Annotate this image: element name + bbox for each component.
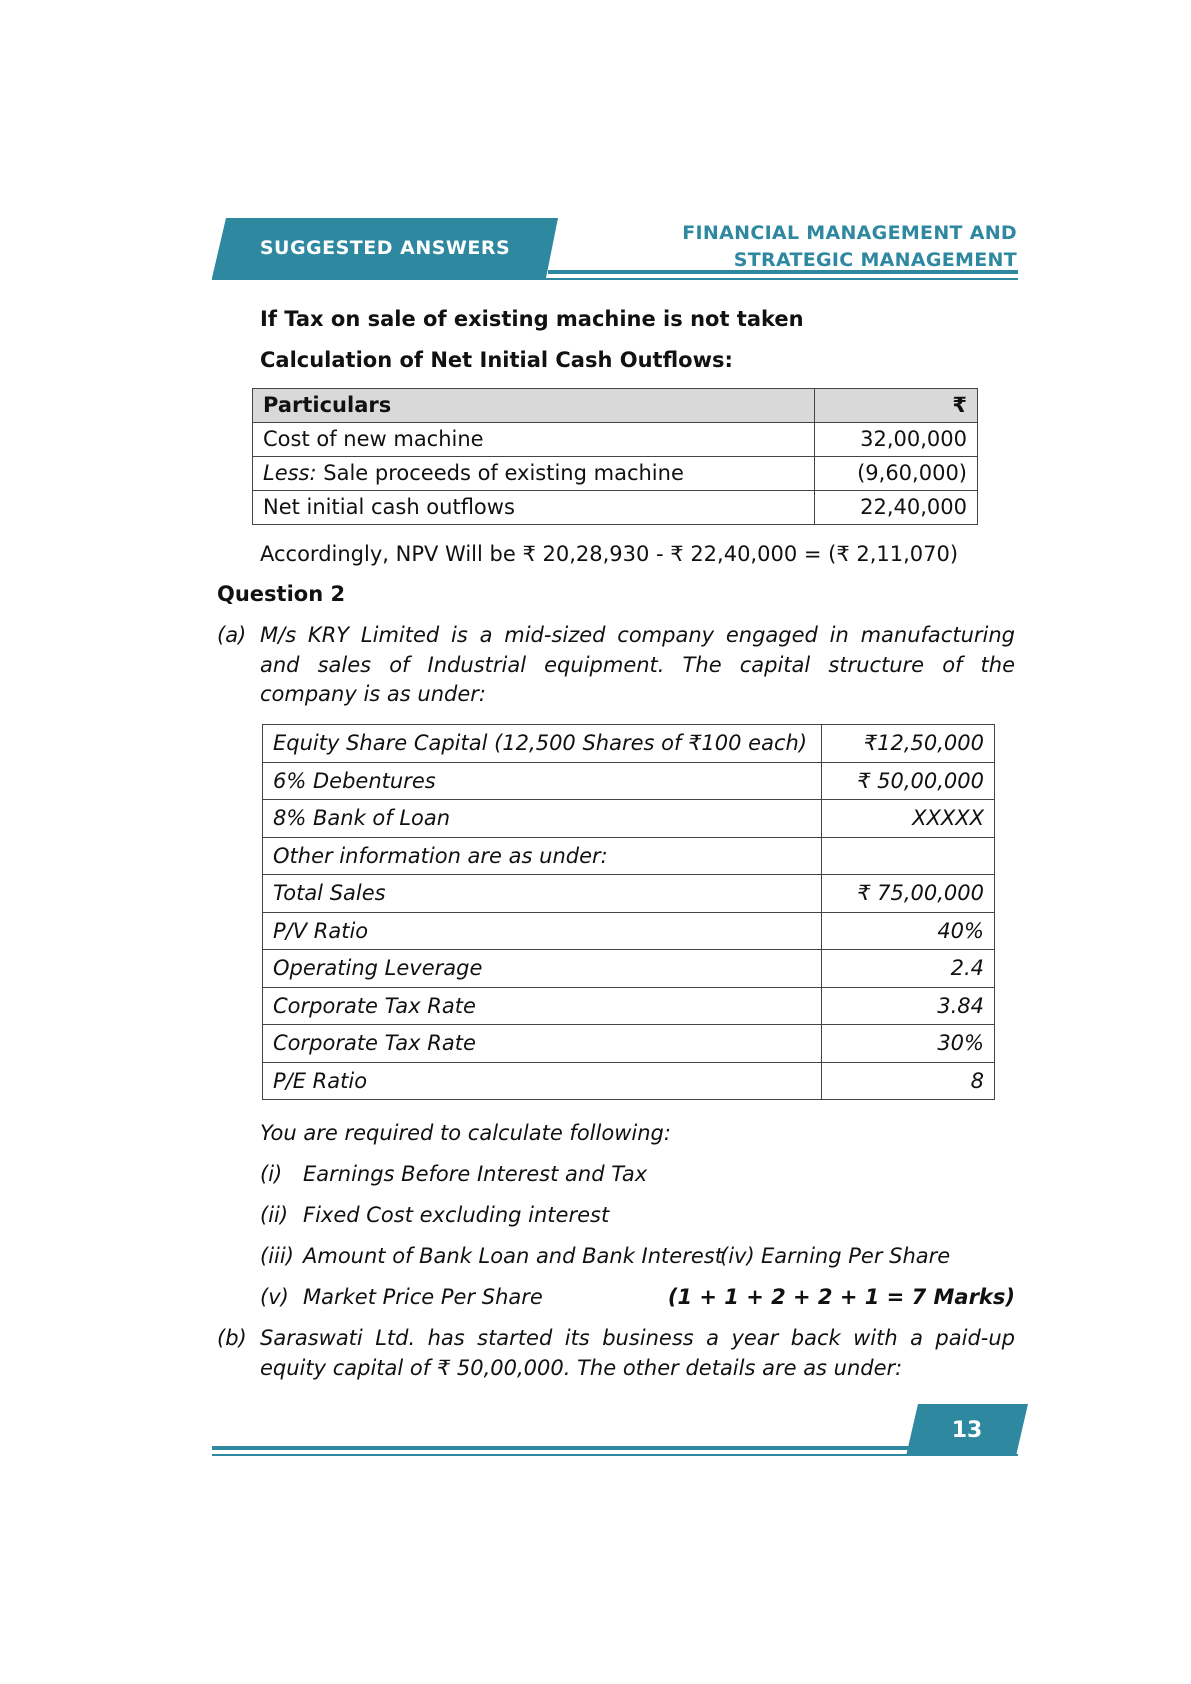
row-label-text: Cost of new machine	[263, 427, 484, 451]
row-value: 2.4	[822, 950, 995, 988]
item-iv-number: (iv)	[720, 1244, 755, 1268]
row-value: 3.84	[822, 987, 995, 1025]
row-value: ₹ 75,00,000	[822, 875, 995, 913]
item-i-number: (i)	[260, 1162, 283, 1186]
part-b-label: (b)	[217, 1326, 247, 1350]
row-label-text: Sale proceeds of existing machine	[316, 461, 684, 485]
item-iii-text: Amount of Bank Loan and Bank Interest	[303, 1244, 723, 1268]
col-particulars: Particulars	[253, 389, 815, 423]
item-ii-text: Fixed Cost excluding interest	[303, 1203, 610, 1227]
marks-allocation: (1 + 1 + 2 + 2 + 1 = 7 Marks)	[667, 1285, 1015, 1309]
row-value: ₹12,50,000	[822, 725, 995, 763]
row-label: Operating Leverage	[263, 950, 822, 988]
table-row	[263, 875, 995, 913]
row-value: 40%	[822, 912, 995, 950]
col-amount: ₹	[815, 389, 978, 423]
row-label: 6% Debentures	[263, 762, 822, 800]
row-label: Equity Share Capital (12,500 Shares of ₹100 each)	[263, 725, 822, 763]
row-value: 22,40,000	[815, 491, 978, 525]
table-row	[263, 987, 995, 1025]
part-a-label: (a)	[217, 623, 247, 647]
company-info-table	[262, 724, 995, 1100]
row-label	[253, 423, 815, 457]
item-iv-text: Earning Per Share	[761, 1244, 951, 1268]
row-value: 32,00,000	[815, 423, 978, 457]
npv-statement: Accordingly, NPV Will be ₹ 20,28,930 - ₹ 22,40,000 = (₹ 2,11,070)	[260, 542, 959, 566]
row-value: XXXXX	[822, 800, 995, 838]
item-v-number: (v)	[260, 1285, 289, 1309]
header-rule-thin	[212, 278, 1018, 280]
row-value	[822, 837, 995, 875]
page-number: 13	[951, 1417, 983, 1443]
row-value: 8	[822, 1062, 995, 1100]
row-label: P/E Ratio	[263, 1062, 822, 1100]
table-row	[253, 491, 978, 525]
row-label: Corporate Tax Rate	[263, 987, 822, 1025]
row-value: (9,60,000)	[815, 457, 978, 491]
row-label-prefix: Less:	[263, 461, 317, 485]
required-intro: You are required to calculate following:	[260, 1121, 671, 1145]
footer-rule-thick	[212, 1446, 916, 1450]
cash-outflow-table	[252, 388, 978, 525]
table-row	[263, 762, 995, 800]
item-iii-number: (iii)	[260, 1244, 294, 1268]
table-row	[263, 725, 995, 763]
table-row	[263, 1062, 995, 1100]
table-row	[263, 1025, 995, 1063]
item-i-text: Earnings Before Interest and Tax	[303, 1162, 648, 1186]
row-label: 8% Bank of Loan	[263, 800, 822, 838]
header-title-line2: STRATEGIC MANAGEMENT	[733, 249, 1017, 271]
item-v-text: Market Price Per Share	[303, 1285, 543, 1309]
table-row	[263, 950, 995, 988]
table-header-row	[253, 389, 978, 423]
row-label	[253, 491, 815, 525]
header-title	[682, 220, 1017, 274]
row-label: Corporate Tax Rate	[263, 1025, 822, 1063]
section-heading-2: Calculation of Net Initial Cash Outflows:	[260, 348, 733, 372]
table-row	[253, 457, 978, 491]
header-tab-label: SUGGESTED ANSWERS	[259, 237, 511, 259]
row-label-text: Net initial cash outflows	[263, 495, 515, 519]
table-row	[263, 800, 995, 838]
item-ii-number: (ii)	[260, 1203, 289, 1227]
row-value: 30%	[822, 1025, 995, 1063]
table-row	[263, 837, 995, 875]
table-row	[253, 423, 978, 457]
row-label: Other information are as under:	[263, 837, 822, 875]
header-title-line1: FINANCIAL MANAGEMENT AND	[682, 222, 1017, 244]
question-title: Question 2	[217, 582, 346, 606]
section-heading-1: If Tax on sale of existing machine is not taken	[260, 307, 804, 331]
row-label	[253, 457, 815, 491]
row-label: P/V Ratio	[263, 912, 822, 950]
part-b-text: Saraswati Ltd. has started its business a year back with a paid-up equity capital of ₹ 50,00,000. The other details are as under:	[260, 1326, 1015, 1380]
row-label: Total Sales	[263, 875, 822, 913]
footer-rule-thin	[212, 1454, 1018, 1456]
part-a-text: M/s KRY Limited is a mid-sized company engaged in manufacturing and sales of Industrial equipment. The capital structure of the company is as under:	[260, 623, 1015, 706]
row-value: ₹ 50,00,000	[822, 762, 995, 800]
table-row	[263, 912, 995, 950]
